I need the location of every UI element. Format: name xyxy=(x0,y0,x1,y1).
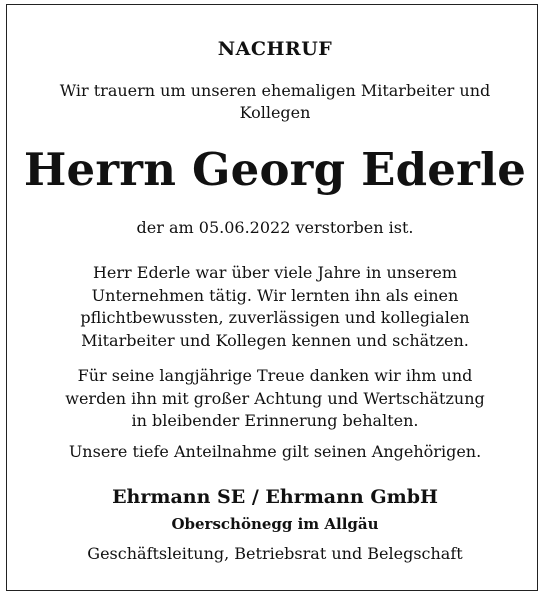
paragraph-line: pflichtbewussten, zuverlässigen und kollegialen xyxy=(80,308,470,327)
death-date-text: der am 05.06.2022 verstorben ist. xyxy=(136,218,414,237)
paragraph-line: werden ihn mit großer Achtung und Wertschätzung xyxy=(65,388,485,408)
paragraph-line: Herr Ederle war über viele Jahre in unserem xyxy=(92,263,458,282)
intro-text xyxy=(0,80,550,124)
intro-line: Kollegen xyxy=(239,103,311,122)
paragraph-line: Mitarbeiter und Kollegen kennen und schätzen. xyxy=(81,330,469,350)
company-location: Oberschönegg im Allgäu xyxy=(171,515,379,533)
signatories: Geschäftsleitung, Betriebsrat und Belegschaft xyxy=(87,544,463,563)
condolence-text: Unsere tiefe Anteilnahme gilt seinen Angehörigen. xyxy=(68,442,482,461)
paragraph-line: Unternehmen tätig. Wir lernten ihn als einen xyxy=(91,285,459,305)
deceased-name: Herrn Georg Ederle xyxy=(23,143,527,196)
paragraph-line: Für seine langjährige Treue danken wir ihm und xyxy=(77,366,473,385)
tribute-paragraph-2 xyxy=(0,365,550,433)
company-name: Ehrmann SE / Ehrmann GmbH xyxy=(112,486,438,508)
intro-line: Wir trauern um unseren ehemaligen Mitarbeiter und xyxy=(59,81,491,100)
tribute-paragraph-1 xyxy=(0,262,550,352)
paragraph-line: in bleibender Erinnerung behalten. xyxy=(131,411,419,430)
notice-heading: NACHRUF xyxy=(217,38,333,60)
